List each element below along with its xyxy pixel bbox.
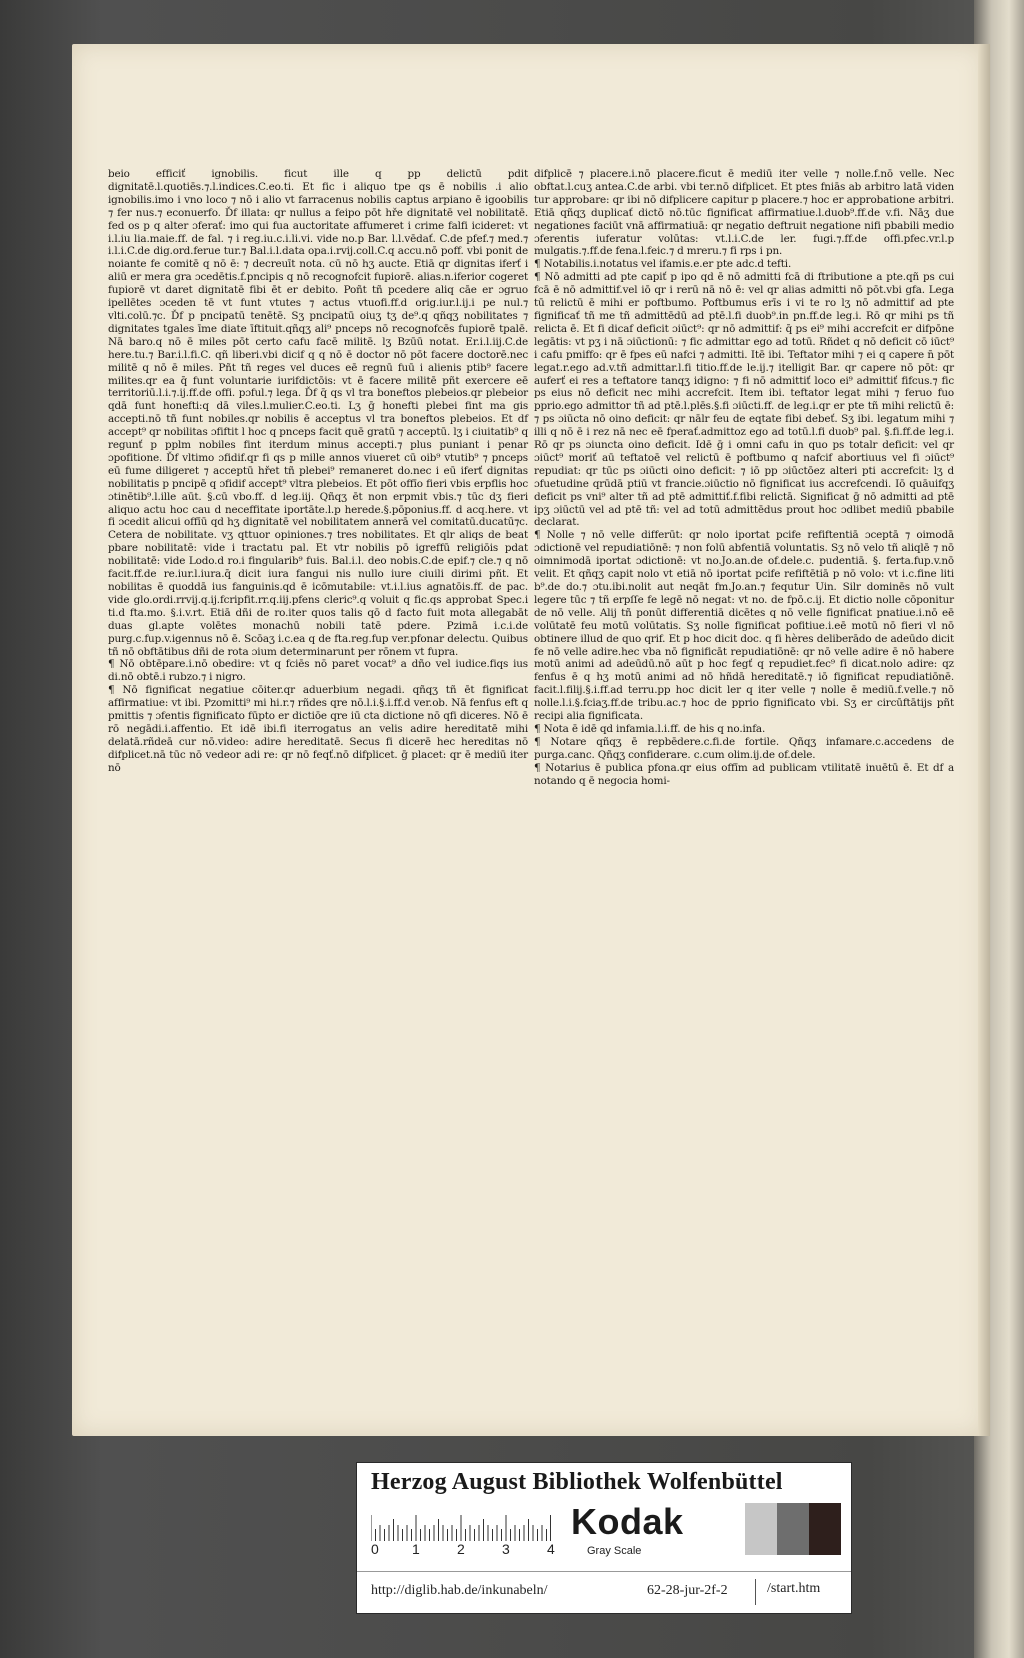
- divider: [357, 1571, 851, 1572]
- ruler-number: 1: [412, 1541, 420, 1557]
- kodak-logo: Kodak: [571, 1501, 684, 1542]
- start-link: /start.htm: [767, 1581, 821, 1596]
- incunabula-page: [72, 44, 984, 1436]
- shelfmark: 62-28-jur-2f-2: [647, 1583, 728, 1598]
- left-paragraph-2: ¶ Nō obtēpare.i.nō obedire: vt q fciēs nō paret vocat⁹ a dño vel iudice.fiqs ius di.nō obtē.i rubzo.⁊ i nigro.: [108, 658, 528, 684]
- swatch-mid: [777, 1503, 809, 1555]
- right-paragraph-5: ¶ Nota ē idē qd infamia.l.i.ff. de his q no.infa.: [534, 722, 766, 735]
- ruler-number: 3: [502, 1541, 510, 1557]
- gray-swatches: [745, 1503, 841, 1555]
- left-text-column: [108, 168, 528, 1388]
- swatch-dark: [809, 1503, 841, 1555]
- ruler-number: 4: [547, 1541, 555, 1557]
- library-name: Herzog August Bibliothek Wolfenbüttel: [371, 1469, 783, 1495]
- page-gutter: [978, 44, 990, 1436]
- right-paragraph-6: ¶ Notare qñqʒ ē repbēdere.c.fi.de fortile. Qñqʒ infamare.c.accedens de purga.canc. Qñqʒ confiderare. c.cum olim.ij.de of.dele.: [534, 735, 954, 761]
- digitization-color-bar: [356, 1462, 852, 1614]
- gray-scale-label: Gray Scale: [587, 1545, 642, 1557]
- right-paragraph-3: ¶ Nō admitti ad pte capiť p ipo qd ē nō admitti fcā di ftributione a pte.qñ ps cui fcā ē nō admittif.vel iō qr i rerū nā nō ē: vel qr alias admitti nō pōt.vbi gfa. Lega tū relictū ē mihi er poftbumo. Poftbumus erīs i vi te ro lʒ nō admittif ad pte fignificať tñ me tñ admittēdū ad ptē.l.fi duob⁹.in pn.ff.de leg.i. Rō qr mihi ps tñ relicta ē. Et fi dicaf deficit ɔiūct⁹: qr nō admittif: q̄ ps ei⁹ mihi accrefcit er difpōne legātis: vt pʒ i nā ɔiūctionū: ⁊ fic admittar ego ad totū. Rñdet q nō deficit cō iūct⁹ i cafu pmiffo: qr ē fpes eū nafci ⁊ admitti. Itē ibi. Teftator mihi ⁊ ei q capere n̄ pōt legat.r.ego ad.v.tñ admittar.l.fi titio.ff.de le.ij.⁊ itelligit Bar. qr capere nō pōt: qr auferť ei res a teftatore tanqʒ idigno: ⁊ fi nō admittiť loco ei⁹ admittiť fifcus.⁊ fic ps eius nō deficit nec mihi accrefcit. Item ibi. teftator legat mihi ⁊ feruo fuo pprio.ego admittor tñ ad ptē.l.plēs.§.fi ɔiūcti.ff. de leg.i.qr er pte tñ mihi relictū ē: ⁊ ps ɔiūcta nō oino deficit: qr nālr feu de eqtate fibi debeť. Sʒ ibi. legatum mihi ⁊ illi q nō ē i rez nā nec eē fperať.admittoz ego ad totū.l.fi duob⁹ pal. §.fi.ff.de leg.i. Rō qr ps ɔiuncta oino deficit. Idē ḡ i omni cafu in quo ps totalr deficit: vel qr ɔiūct⁹ moriť aū teftatoē vel relictū ē poftbumo q nafcif abortiuus vel fi ɔiūct⁹ repudiat: qr tūc ps ɔiūcti oino deficit: ⁊ iō pp ɔiūctōez alteri pti accrefcit: lʒ d ɔfuetudine qrūdā ptiū vt francie.ɔiūctio nō fignificat ius accrefcendi. Iō quāuifqʒ deficit ps vni⁹ alter tñ ad ptē admittiť.f.fibi relictā. Significat ḡ nō admitti ad ptē ipʒ ɔiūctū vel ad ptē tñ: vel ad totū admittēdus prout hoc ɔdlibet mediū pbabile declarat.: [534, 271, 954, 529]
- divider: [755, 1579, 756, 1605]
- ruler-scale: [371, 1511, 551, 1541]
- source-url: http://diglib.hab.de/inkunabeln/: [371, 1583, 548, 1598]
- right-paragraph-4: ¶ Nolle ⁊ nō velle differūt: qr nolo iportat pcife refiftentiā ɔceptā ⁊ oimodā ɔdictionē vel repudiatiōnē: ⁊ non folū abfentiā voluntatis. Sʒ nō velo tñ aliqlē ⁊ nō oimnimodā iportat ɔdictionē: vt no.Jo.an.de of.dele.c. pudentiā. §. ferta.fup.v.nō velit. Et qñqʒ capit nolo vt etiā nō iportat pcife refiftētiā p nō volo: vt i.c.fine liti b⁹.de do.⁊ ɔtu.ibi.nolit aut neqāt fm.Jo.an.⁊ fequtur Uin. Silr dominēs nō vult legere tūc ⁊ tñ erpſſe fe legē nō negat: vt no. de fpō.c.ij. Et dictio nolle cōponitur de nō velle. Alij tñ ponūt differentiā dicētes q nō velle fignificat pnatiue.i.nō eē volūtatē feu motū volūtatis. Sʒ nolle fignificat pofitiue.i.eē motū nō fieri vl nō obtinere illud de quo qrif. Et p hoc dicit doc. q fi hères deliberādo de adeūdo dicit fe nō velle adire.hec vba nō fignificāt repudiatiōnē: qr nō velle adire ē nō habere motū animi ad adeūdū.nō aūt p hoc fegť q repudiet.fec⁹ fi dicat.nolo adire: qz fenfus ē q hʒ motū animi ad nō hñdā hereditatē.⁊ iō fignificat repudiatiōnē. facit.l.filij.§.i.ff.ad terru.pp hoc dicit ler q iter velle ⁊ nolle ē mediū.f.velle.⁊ nō nolle.l.i.§.fciaʒ.ff.de tribu.ac.⁊ hoc de pprio fignificato vbi. Sʒ er circūftātijs pñt recipi alia fignificata.: [534, 529, 954, 723]
- left-paragraph-3: ¶ Nō fignificat negatiue cōiter.qr aduerbium negadi. qñqʒ tñ ēt fignificat affirmatiue: vt ibi. Pzomitti⁹ mi hi.r.⁊ rñdes qre nō.l.i.§.i.ff.d ver.ob. Nā fenfus eft q pmittis ⁊ ɔfentis fignificato fūpto er dictiōe qre iū cta dictione nō qfi diceres. Nō ē rō negādi.i.affentio. Et idē ibi.fi iterrogatus an velis adire hereditatē mihi delatā.rñdeā cur nō.video: adire hereditatē. Secus fi dicerē hec hereditas nō difplicet.nā tūc nō vedeor adi re: qr nō feqť.nō difplicet. ḡ placet: qr ē mediū iter nō: [108, 684, 528, 774]
- ruler-numbers: [371, 1541, 571, 1561]
- ruler-number: 2: [457, 1541, 465, 1557]
- right-paragraph-1: difplicē ⁊ placere.i.nō placere.ficut ē mediū iter velle ⁊ nolle.f.nō velle. Nec obftat.l.cuʒ antea.C.de arbi. vbi ter.nō difplicet. Et ptes fniās ab arbitro latā viden tur approbare: qr ibi nō difplicere capitur p placere.⁊ hoc er approbatione arbitri. Etiā qñqʒ duplicať dictō nō.tūc fignificat affirmatiue.l.duob⁹.ff.de v.fi. Nāʒ due negationes faciūt vnā affirmatiuā: qr negatio deftruit negatione nifi pbabili medio ɔferentis iuferatur volūtas: vt.l.i.C.de ler. fugi.⁊.ff.de offi.pfec.vr.l.p mulgatis.⁊.ff.de fena.l.feic.⁊ d mreru.⁊ fi rps i pn.: [534, 168, 954, 258]
- left-paragraph-1: beio efficiť ignobilis. ficut ille q pp delictū pdit dignitatē.l.quotiēs.⁊.l.indices.C.eo.ti. Et fic i aliquo tpe qs ē nobilis .i alio ignobilis.imo i vno loco ⁊ nō i alio vt farracenus nobilis captus arpiano ē igoobilis ⁊ fer nus.⁊ econuerfo. Ďf illata: qr nullus a feipo pōt hře dignitatē vel nobilitatē. fed os p q alter ɔferať: imo qui fua auctoritate affumeret i crime falfi icideret: vt i.l.iu lia.maie.ff. de fal. ⁊ i reg.iu.c.i.li.vi. vide no.p Bar. l.l.vēdať. C.de pfef.⁊ med.⁊ i.l.i.C.de dig.ord.ferue tur.⁊ Bal.i.l.data opa.i.rvij.coll.C.q accu.nō poff. vbi ponit de noiante fe comitē q nō ē: ⁊ decreuīt nota. cū nō hʒ aucte. Etiā qr dignitas iferť i aliū er mera gra ɔcedētis.f.pncipis q nō recognofcit fupiorē. alias.n.iferior cogeret fupiorē vt daret dignitatē fibi ēt er debito. Poñt tñ pcedere aliq cāe er ɔgruo ipellētes ɔceden tē vt funt vtutes ⁊ actus vtuofi.ff.d orig.iur.l.ij.i pe nul.⁊ vlti.colū.⁊c. Ďf p pncipatū tenētē. Sʒ pncipatū oiuʒ tʒ de⁹.q qñqʒ nobilitates ⁊ dignitates tgales īme diate īftituit.qñqʒ ali⁹ pnceps nō recognofcēs fupiorē tpalē. Nā baro.q nō ē miles pōt certo cafu facē militē. lʒ Bzūū notat. Er.i.l.iij.C.de here.tu.⁊ Bar.i.l.fi.C. qñ liberi.vbi dicif q q nō ē doctor nō pōt facere doctorē.nec militē q nō ē miles. Pñt tñ reges vel duces eē regnū fuū i alienis ptib⁹ facere milites.qr ea q̄ funt voluntarie iurifdictōis: vt ē facere militē pñt exercere eē territoriū.l.i.⁊.ij.ff.de offi. pɔful.⁊ lega. Ďf q̄ qs vl tra boneftos plebeios.qr plebeior qdā funt honefti:q dā viles.l.mulier.C.eo.ti. Lʒ ḡ honefti plebei fint ma gis accepti.nō tñ funt nobiles.qr nobilis ē acceptus vl tra boneftos plebeios. Et df accept⁹ qr nobilitas ɔfiftit l hoc q pnceps facit quē gratū ⁊ acceptū. lʒ i ciuitatib⁹ q regunť p pplm nobiles fint iterdum minus accepti.⁊ plus puniant i penar ɔpofitione. Ďf vltimo ɔfidif.qr fi qs p mille annos viueret cū oib⁹ vtutib⁹ ⁊ pnceps eū fume diligeret ⁊ acceptū hřet tñ plebei⁹ remaneret do.nec i eū iferť dignitas nobilitatis p pncipē q ɔfidif accept⁹ vltra plebeios. Et pōt offīo fieri vbis erpflis hoc ɔtinētib⁹.l.ille aūt. §.cū vbo.ff. d leg.iij. Qñqʒ ēt non erpmit vbis.⁊ tūc dʒ fieri aliquo actu hoc cau d neceffitate iportāte.l.p herede.§.pōponius.ff. d acq.here. vt fi ɔcedit alicui offīū qd hʒ dignitatē vel nobilitatem annerā vel comitatū.ducatū⁊c. Cetera de nobilitate. vʒ qttuor opiniones.⁊ tres nobilitates. Et qlr aliqs de beat pbare nobilitatē: vide i tractatu pal. Et vtr nobilis pō igreffū religiōis pdat nobilitatē: vide Lodo.d ro.i fingularib⁹ fuis. Bal.i.l. deo nobis.C.de epif.⁊ cle.⁊ q nō facit.ff.de re.iur.l.iura.q̄ dicit iura fangui nis nullo iure ciuili dirimi pñt. Et nobilitas ē quoddā ius fanguinis.qd ē icōmutabile: vt.i.l.ius agnatōis.ff. de pac. vide glo.ordi.rrvij.q.ij.fcripfit.rr.q.iij.pfens cleric⁹.q voluit q fic.qs approbat Spec.i ti.d fta.mo. §.i.v.rt. Etiā dñi de ro.iter quos talis qō d facto fuit mota allegabāt duas gl.apte volētes monachū nobili tatē pdere. Pzimā i.c.i.de purg.c.fup.v.igennus nō ē. Scōaʒ i.c.ea q de fta.reg.fup ver.pfonar delectu. Quibus tñ nō obftātibus dñi de rota ɔium determinarunt per rōnem vt fupra.: [108, 168, 528, 658]
- right-paragraph-7: ¶ Notarius ē publica pfona.qr eius offīm ad publicam vtilitatē inuētū ē. Et df a notando q ē negocia homi-: [534, 761, 954, 787]
- ruler-number: 0: [371, 1541, 379, 1557]
- swatch-light: [745, 1503, 777, 1555]
- right-paragraph-2: ¶ Notabilis.i.notatus vel ifamis.e.er pte adc.d tefti.: [534, 258, 792, 271]
- right-text-column: [534, 168, 954, 1388]
